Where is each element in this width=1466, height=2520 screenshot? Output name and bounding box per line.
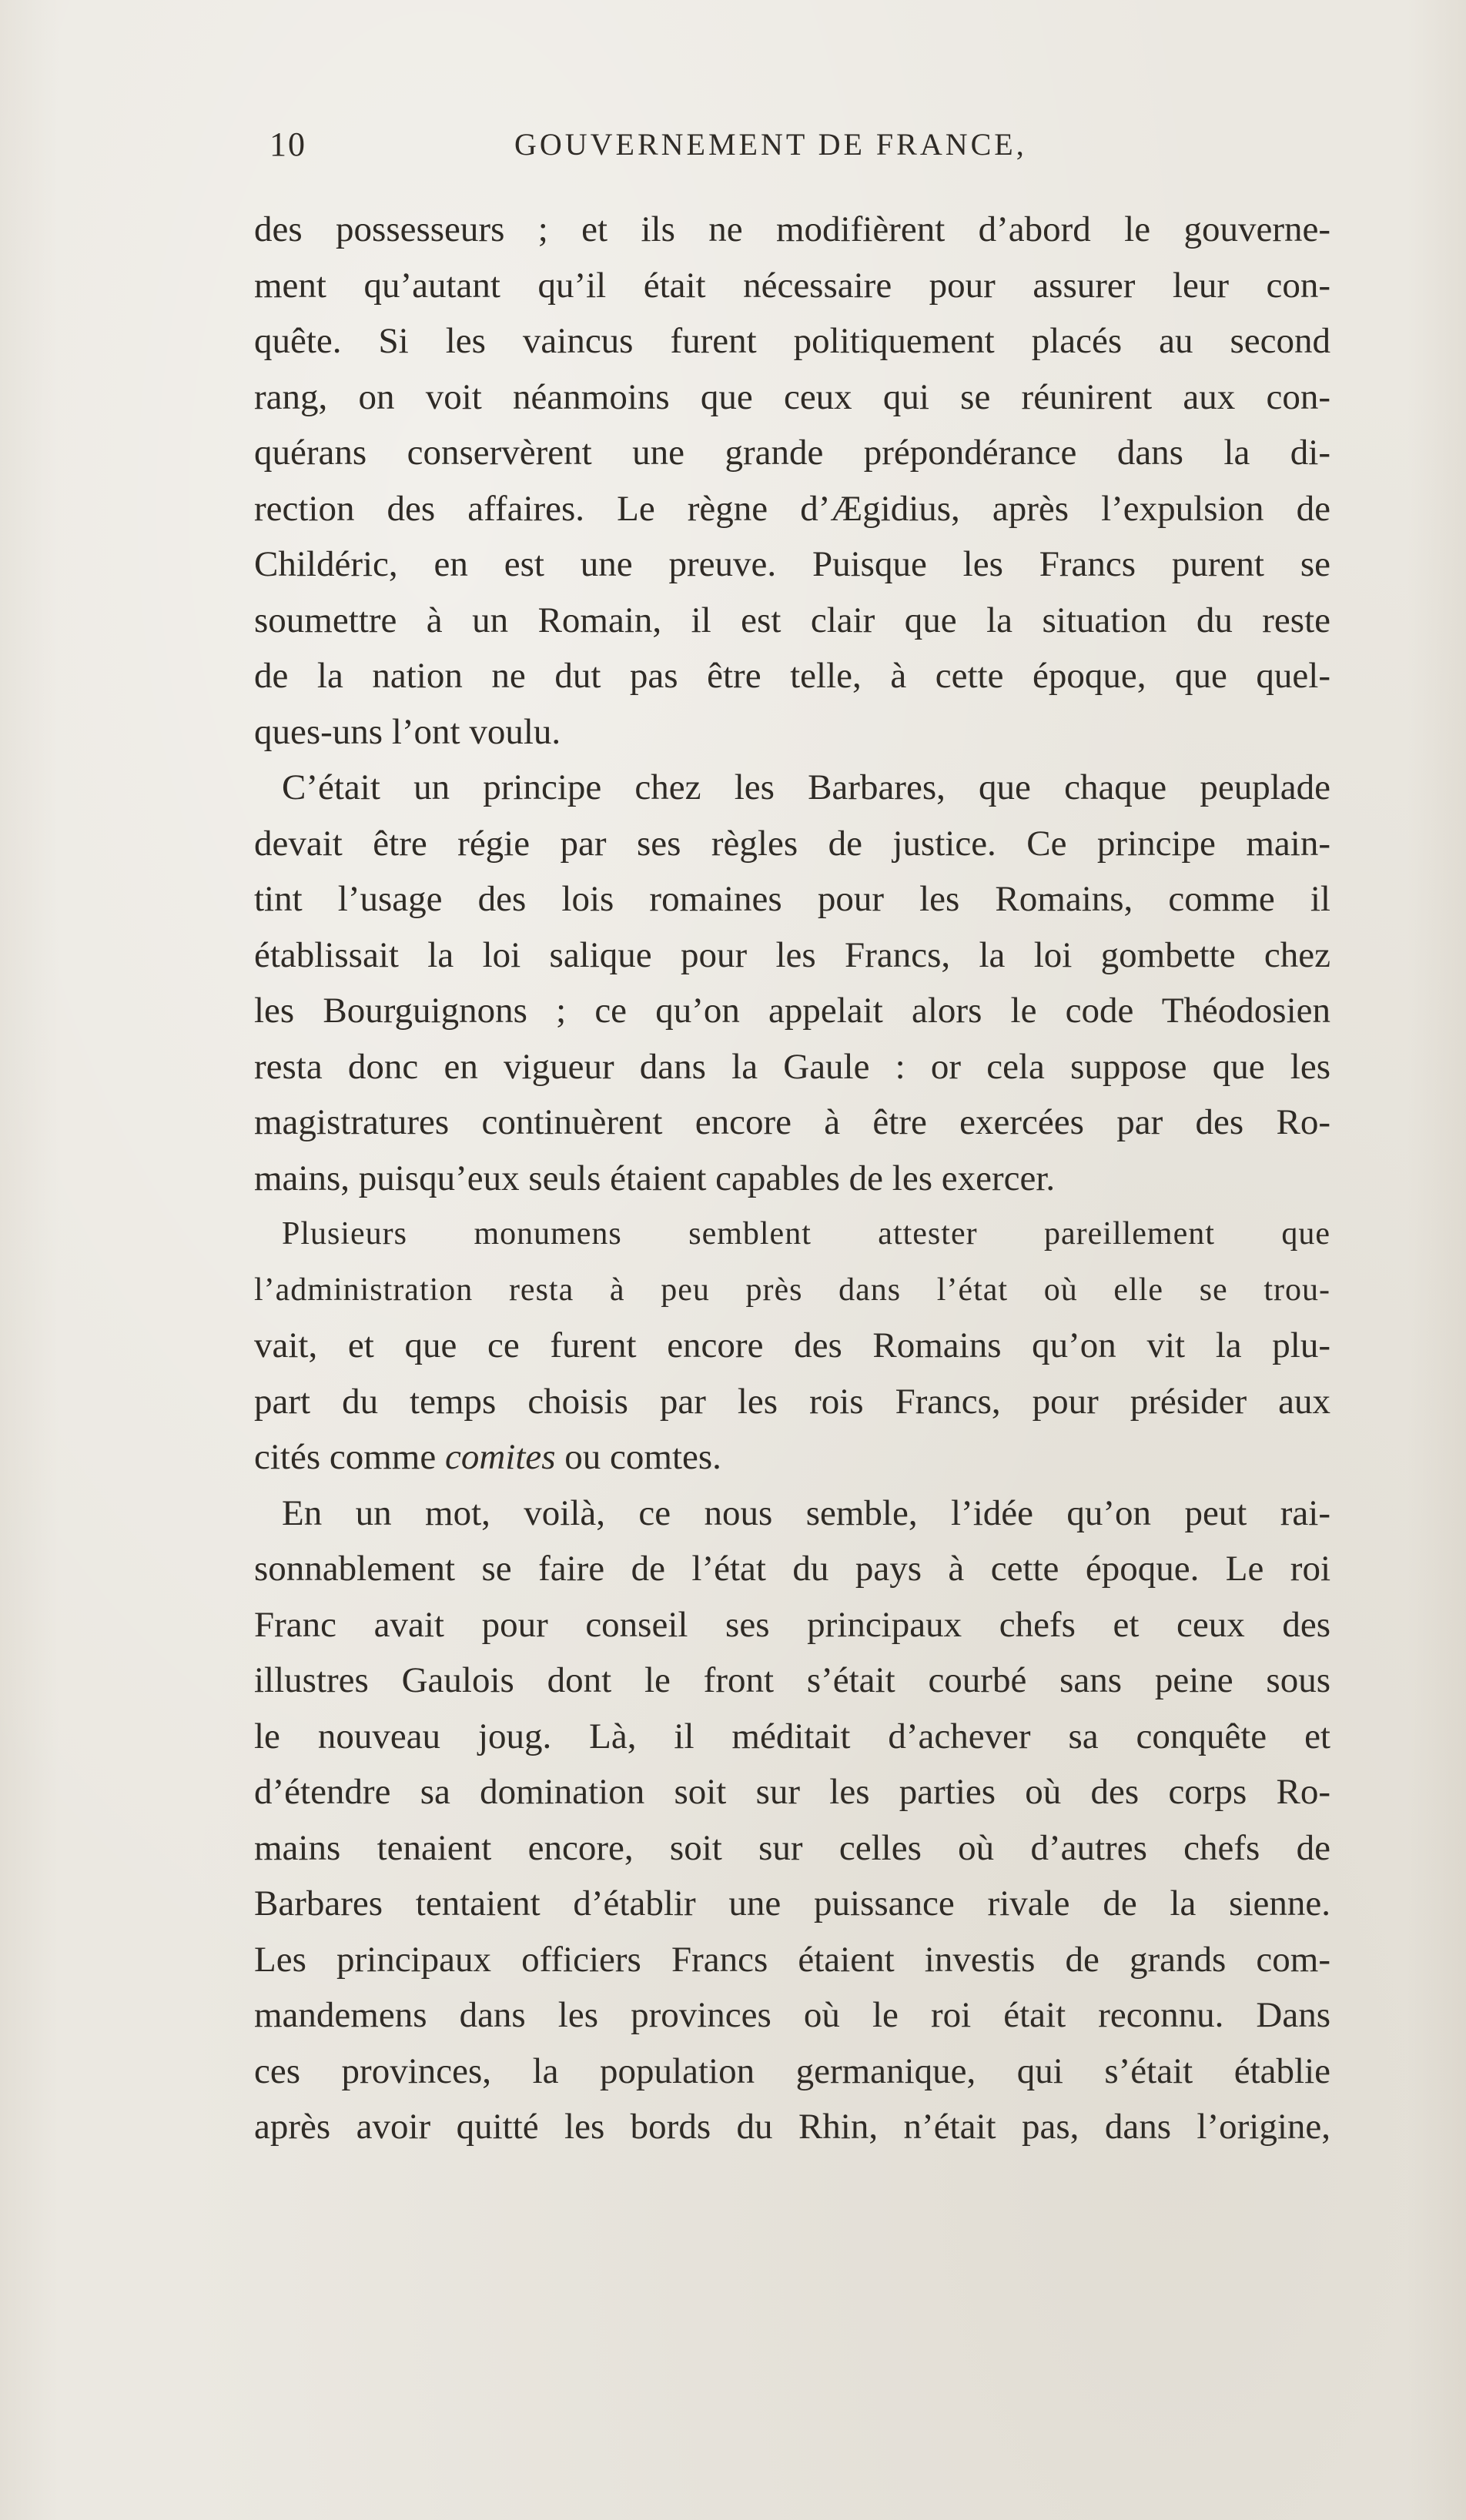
text-line: En un mot, voilà, ce nous semble, l’idée qu’on peut rai- [282,1492,1330,1533]
text-line: d’étendre sa domination soit sur les parties où des corps Ro- [254,1772,1330,1812]
text-line: rang, on voit néanmoins que ceux qui se réunirent aux con- [254,376,1330,417]
text-line: après avoir quitté les bords du Rhin, n’était pas, dans l’origine, [254,2107,1330,2147]
text-line: établissait la loi salique pour les Francs, la loi gombette chez [254,934,1330,975]
text-line: part du temps choisis par les rois Francs, pour présider aux [254,1381,1330,1422]
text-line: Barbares tentaient d’établir une puissance rivale de la sienne. [254,1883,1330,1923]
text-line: l’administration resta à peu près dans l’état où elle se trou- [254,1272,1330,1308]
text-line: mains tenaient encore, soit sur celles où d’autres chefs de [254,1827,1330,1868]
text-line: le nouveau joug. Là, il méditait d’achever sa conquête et [254,1716,1330,1756]
text-line: rection des affaires. Le règne d’Ægidius, après l’expulsion de [254,488,1330,529]
text-line: illustres Gaulois dont le front s’était courbé sans peine sous [254,1660,1330,1700]
text-line: des possesseurs ; et ils ne modifièrent d’abord le gouverne- [254,209,1330,249]
page-header [269,125,1324,171]
text-line: soumettre à un Romain, il est clair que la situation du reste [254,600,1330,640]
text-line: mandemens dans les provinces où le roi était reconnu. Dans [254,1995,1330,2035]
text-line: ment qu’autant qu’il était nécessaire pour assurer leur con- [254,265,1330,306]
text-line: Les principaux officiers Francs étaient investis de grands com- [254,1939,1330,1980]
text-line: resta donc en vigueur dans la Gaule : or cela suppose que les [254,1046,1330,1087]
text-line: magistratures continuèrent encore à être exercées par des Ro- [254,1102,1330,1142]
page-number: 10 [269,125,306,163]
body-text [254,202,1330,2155]
text-line: Childéric, en est une preuve. Puisque les Francs purent se [254,544,1330,584]
text-line: tint l’usage des lois romaines pour les Romains, comme il [254,879,1330,919]
text-line: quérans conservèrent une grande prépondérance dans la di- [254,433,1330,473]
italic-word-comites: comites [444,1437,556,1477]
text-line: les Bourguignons ; ce qu’on appelait alors le code Théodosien [254,991,1330,1031]
text-line [254,1429,1330,1486]
text-line: C’était un principe chez les Barbares, que chaque peuplade [282,767,1330,807]
text-line: sonnablement se faire de l’état du pays à cette époque. Le roi [254,1549,1330,1589]
text-line: de la nation ne dut pas être telle, à cette époque, que quel- [254,656,1330,696]
running-title: GOUVERNEMENT DE FRANCE, [514,127,1027,162]
text-line: ques-uns l’ont voulu. [254,711,561,752]
text-line: vait, et que ce furent encore des Romains qu’on vit la plu- [254,1325,1330,1365]
text-line: Franc avait pour conseil ses principaux chefs et ceux des [254,1604,1330,1645]
text-line: mains, puisqu’eux seuls étaient capables de les exercer. [254,1158,1056,1198]
text-line: Plusieurs monumens semblent attester pareillement que [282,1216,1330,1252]
text-line: ces provinces, la population germanique, qui s’était établie [254,2050,1330,2091]
text-segment: ou comtes. [555,1437,721,1477]
text-line: quête. Si les vaincus furent politiquement placés au second [254,321,1330,361]
text-segment: cités comme [254,1437,445,1477]
text-line: devait être régie par ses règles de justice. Ce principe main- [254,823,1330,864]
